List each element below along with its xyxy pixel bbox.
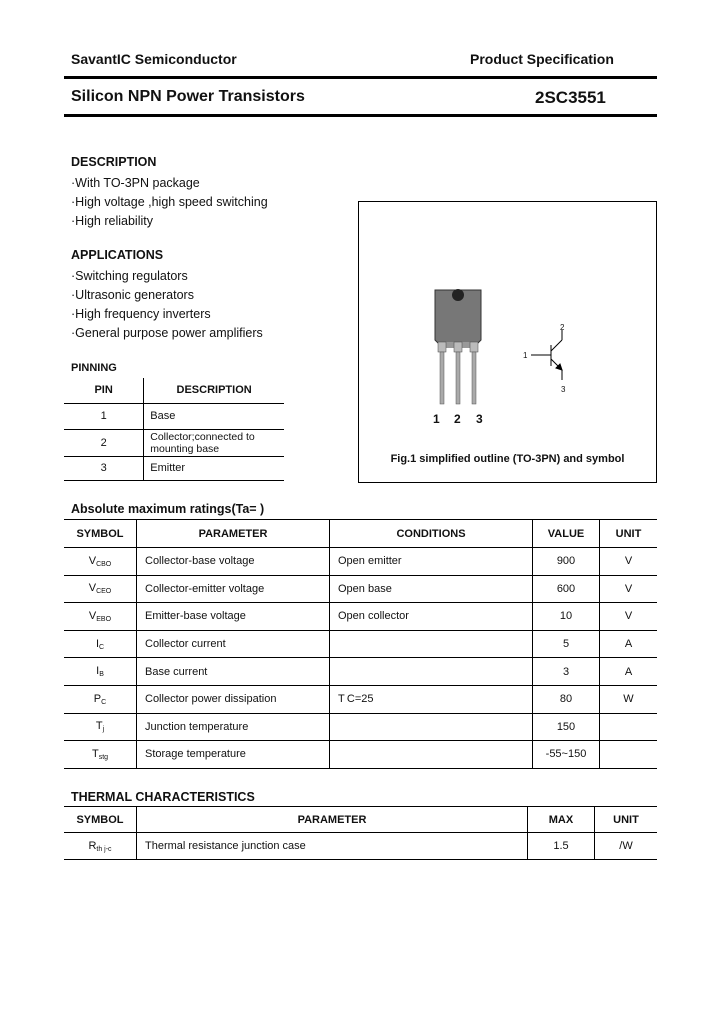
symbol-cell (64, 741, 137, 769)
pin-description: Collector;connected to mounting base (144, 429, 284, 456)
value-cell: 600 (533, 575, 600, 603)
application-item: ·General purpose power amplifiers (71, 326, 263, 340)
symbol-letter: R (88, 839, 97, 852)
conditions-cell: Open emitter (330, 548, 533, 576)
conditions-cell (330, 713, 533, 741)
pin-label: 3 (476, 412, 483, 426)
pin-description: Base (144, 403, 284, 429)
ratings-row (64, 548, 657, 576)
pinning-row (64, 403, 284, 429)
product-line: Silicon NPN Power Transistors (71, 88, 305, 105)
value-cell: 3 (533, 658, 600, 686)
symbol-subscript: CEO (96, 588, 112, 596)
thermal-header-max: MAX (528, 807, 595, 833)
symbol-letter: I (95, 637, 99, 650)
thermal-header-symbol: SYMBOL (64, 807, 137, 833)
to3pn-package-icon (435, 289, 481, 404)
thermal-header-row (64, 807, 657, 833)
value-cell: 900 (533, 548, 600, 576)
symbol-collector-label: 2 (560, 323, 565, 332)
parameter-cell: Emitter-base voltage (137, 603, 330, 631)
symbol-cell (64, 548, 137, 576)
parameter-cell: Junction temperature (137, 713, 330, 741)
symbol-letter: T (95, 720, 103, 733)
max-cell: 1.5 (528, 833, 595, 860)
conditions-cell: Open collector (330, 603, 533, 631)
ratings-header-value: VALUE (533, 520, 600, 548)
figure-caption: Fig.1 simplified outline (TO-3PN) and symbol (390, 453, 625, 465)
symbol-subscript: C (99, 643, 105, 651)
symbol-letter: P (93, 692, 102, 705)
symbol-cell (64, 713, 137, 741)
conditions-cell: T C=25 (330, 685, 533, 713)
symbol-letter: T (91, 747, 99, 760)
pin-label: 2 (454, 412, 461, 426)
symbol-letter: V (88, 582, 97, 595)
unit-cell: W (600, 685, 658, 713)
pin-header: PIN (64, 378, 144, 403)
ratings-header-row (64, 520, 657, 548)
description-title: DESCRIPTION (71, 155, 157, 169)
company-name: SavantIC Semiconductor (71, 51, 237, 67)
unit-cell (600, 713, 658, 741)
unit-cell: V (600, 603, 658, 631)
unit-cell: V (600, 548, 658, 576)
header-rule-bottom (64, 114, 657, 117)
symbol-cell (64, 658, 137, 686)
description-list (71, 174, 268, 231)
symbol-subscript: EBO (96, 615, 112, 623)
value-cell: 150 (533, 713, 600, 741)
unit-cell: A (600, 658, 658, 686)
description-item: ·High reliability (71, 214, 153, 228)
ratings-row (64, 685, 657, 713)
description-item: ·High voltage ,high speed switching (71, 195, 268, 209)
parameter-cell: Collector power dissipation (137, 685, 330, 713)
pin-number: 3 (64, 456, 144, 480)
symbol-letter: I (96, 665, 100, 678)
ratings-header-parameter: PARAMETER (137, 520, 330, 548)
value-cell: 80 (533, 685, 600, 713)
pin-description-header: DESCRIPTION (144, 378, 284, 403)
symbol-cell (64, 833, 137, 860)
symbol-base-label: 1 (523, 351, 528, 360)
ratings-header-conditions: CONDITIONS (330, 520, 533, 548)
application-item: ·High frequency inverters (71, 307, 211, 321)
ratings-row (64, 713, 657, 741)
conditions-cell (330, 741, 533, 769)
pin-number: 2 (64, 429, 144, 456)
symbol-emitter-label: 3 (561, 385, 566, 394)
symbol-subscript: th j-c (96, 845, 112, 853)
application-item: ·Switching regulators (71, 269, 188, 283)
pinning-table (64, 378, 284, 481)
unit-cell (600, 741, 658, 769)
pinning-header-row (64, 378, 284, 403)
pinning-row (64, 429, 284, 456)
description-item: ·With TO-3PN package (71, 176, 200, 190)
ratings-table (64, 519, 657, 769)
symbol-subscript: stg (98, 753, 109, 761)
unit-cell: /W (595, 833, 658, 860)
unit-cell: A (600, 630, 658, 658)
ratings-title: Absolute maximum ratings(Ta= ) (71, 502, 265, 516)
parameter-cell: Collector-emitter voltage (137, 575, 330, 603)
symbol-cell (64, 685, 137, 713)
conditions-cell: Open base (330, 575, 533, 603)
header-rule-top (64, 76, 657, 79)
thermal-header-parameter: PARAMETER (137, 807, 528, 833)
parameter-cell: Storage temperature (137, 741, 330, 769)
applications-title: APPLICATIONS (71, 248, 164, 262)
symbol-cell (64, 575, 137, 603)
thermal-header-unit: UNIT (595, 807, 658, 833)
thermal-table (64, 806, 657, 860)
parameter-cell: Thermal resistance junction case (137, 833, 528, 860)
conditions-cell (330, 630, 533, 658)
symbol-cell (64, 603, 137, 631)
value-cell: 5 (533, 630, 600, 658)
unit-cell: V (600, 575, 658, 603)
figure-box (358, 201, 657, 483)
parameter-cell: Collector current (137, 630, 330, 658)
conditions-cell (330, 658, 533, 686)
ratings-row (64, 741, 657, 769)
ratings-header-symbol: SYMBOL (64, 520, 137, 548)
symbol-subscript: B (99, 671, 104, 679)
doc-type: Product Specification (470, 51, 614, 67)
part-number: 2SC3551 (535, 88, 606, 107)
npn-transistor-symbol-icon (531, 330, 562, 380)
pin-label: 1 (433, 412, 440, 426)
symbol-cell (64, 630, 137, 658)
symbol-subscript: CBO (96, 560, 112, 568)
pinning-row (64, 456, 284, 480)
application-item: ·Ultrasonic generators (71, 288, 194, 302)
ratings-header-unit: UNIT (600, 520, 658, 548)
thermal-row (64, 833, 657, 860)
value-cell: 10 (533, 603, 600, 631)
applications-list (71, 267, 263, 343)
symbol-letter: V (88, 609, 97, 622)
thermal-title: THERMAL CHARACTERISTICS (71, 790, 255, 804)
symbol-subscript: C (101, 698, 107, 706)
ratings-row (64, 575, 657, 603)
ratings-row (64, 630, 657, 658)
ratings-row (64, 603, 657, 631)
package-outline-drawing (359, 202, 656, 482)
symbol-subscript: j (102, 726, 105, 734)
pin-number: 1 (64, 403, 144, 429)
parameter-cell: Collector-base voltage (137, 548, 330, 576)
value-cell: -55~150 (533, 741, 600, 769)
pinning-title: PINNING (71, 362, 117, 374)
symbol-letter: V (88, 554, 97, 567)
ratings-row (64, 658, 657, 686)
pin-description: Emitter (144, 456, 284, 480)
parameter-cell: Base current (137, 658, 330, 686)
